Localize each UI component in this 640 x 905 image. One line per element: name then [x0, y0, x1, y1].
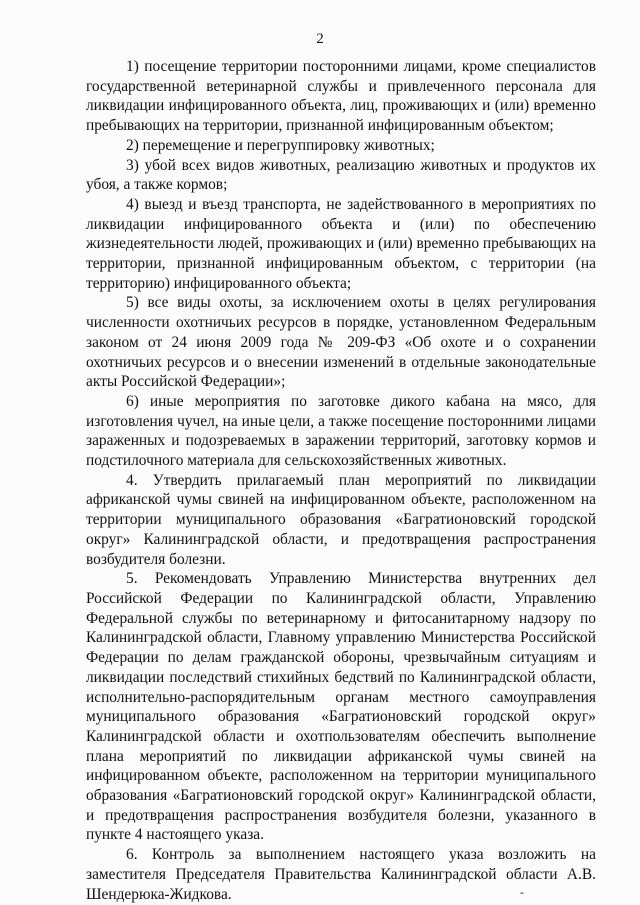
page-number: 2 — [316, 31, 324, 47]
list-item-3: 3) убой всех видов животных, реализацию животных и продуктов их убоя, а также кормов; — [86, 156, 596, 194]
clause-5: 5. Рекомендовать Управлению Министерства внутренних дел Российской Федерации по Калининградской области, Управлению Федеральной службы по ветеринарному и фитосанитарному надзору по Калининградской области, Главному управлению Министерства Российской Федерации по делам гражданской обороны, чрезвычайным ситуациям и ликвидации последствий стихийных бедствий по Калининградской области, исполнительно-распорядительным органам местного самоуправления муниципального образования «Багратионовский городской округ» Калининградской области и охотпользователям обеспечить выполнение плана мероприятий по ликвидации африканской чумы свиней на инфицированном объекте, расположенном на территории муниципального образования «Багратионовский городской округ» Калининградской области, и предотвращения распространения возбудителя болезни, указанного в пункте 4 настоящего указа. — [86, 570, 596, 844]
list-item-1: 1) посещение территории посторонними лицами, кроме специалистов государственной ветеринарной службы и привлеченного персонала для ликвидации инфицированного объекта, лиц, проживающих и (или) временно пребывающих на территории, признанной инфицированным объектом; — [86, 58, 596, 135]
clause-6: 6. Контроль за выполнением настоящего указа возложить на заместителя Председателя Правительства Калининградской области А.В. Шендерюка-Жидкова. — [86, 846, 596, 903]
clause-4: 4. Утвердить прилагаемый план мероприятий по ликвидации африканской чумы свиней на инфицированном объекте, расположенном на территории муниципального образования «Багратионовский городской округ» Калининградской области, и предотвращения распространения возбудителя болезни. — [86, 471, 596, 568]
list-item-4: 4) выезд и въезд транспорта, не задействованного в мероприятиях по ликвидации инфицированного объекта и (или) по обеспечению жизнедеятельности людей, проживающих и (или) временно пребывающих на территории, признанной инфицированным объектом, с территории (на территорию) инфицированного объекта; — [86, 195, 596, 292]
scan-mark: - — [520, 885, 524, 899]
document-body — [86, 57, 596, 904]
list-item-2: 2) перемещение и перегруппировку животных; — [126, 136, 435, 154]
list-item-5: 5) все виды охоты, за исключением охоты в целях регулирования численности охотничьих ресурсов в порядке, установленном Федеральным законом от 24 июня 2009 года № 209-ФЗ «Об охоте и о сохранении охотничьих ресурсов и о внесении изменений в отдельные законодательные акты Российской Федерации»; — [86, 294, 596, 391]
list-item-6: 6) иные мероприятия по заготовке дикого кабана на мясо, для изготовления чучел, на иные цели, а также посещение посторонними лицами зараженных и подозреваемых в заражении территорий, заготовку кормов и подстилочного материала для сельскохозяйственных животных. — [86, 392, 596, 470]
